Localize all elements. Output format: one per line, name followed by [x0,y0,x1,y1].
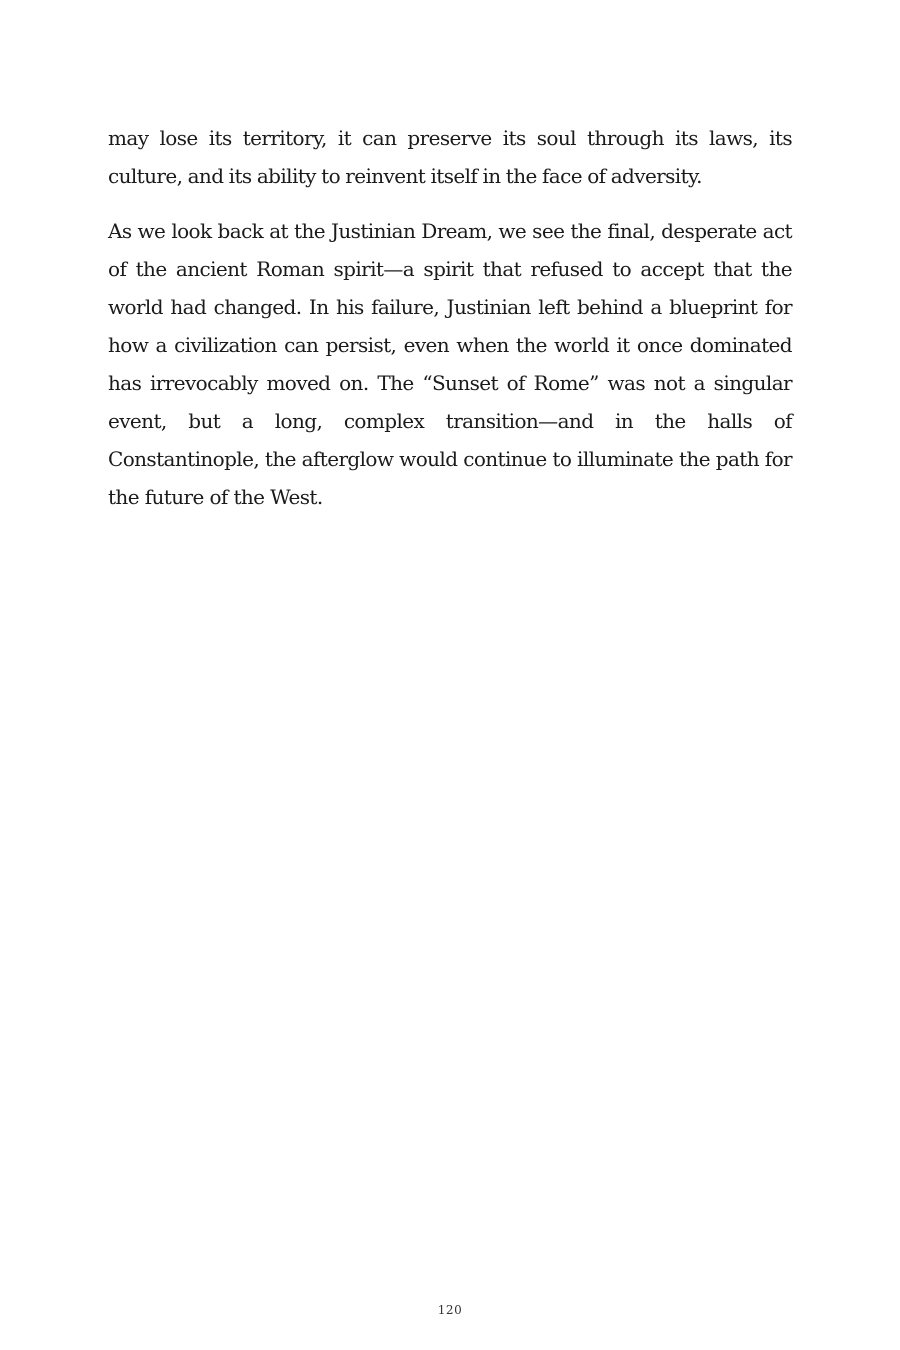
paragraph-justinian-dream: As we look back at the Justinian Dream, we see the final, desperate act of the ancient Roman spirit—a spirit that refused to accept that the world had changed. In his failure, Justinian left behind a blueprint for how a civilization can persist, even when the world it once dominated has irrevocably moved on. The “Sunset of Rome” was not a singular event, but a long, complex transition—and in the halls of Constantinople, the afterglow would continue to illuminate the path for the future of the West. [108,219,792,509]
page-number: 120 [437,1303,463,1317]
paragraph-continued: may lose its territory, it can preserve its soul through its laws, its culture, and its ability to reinvent itself in the face of adversity. [108,126,792,188]
body-text [108,119,792,533]
